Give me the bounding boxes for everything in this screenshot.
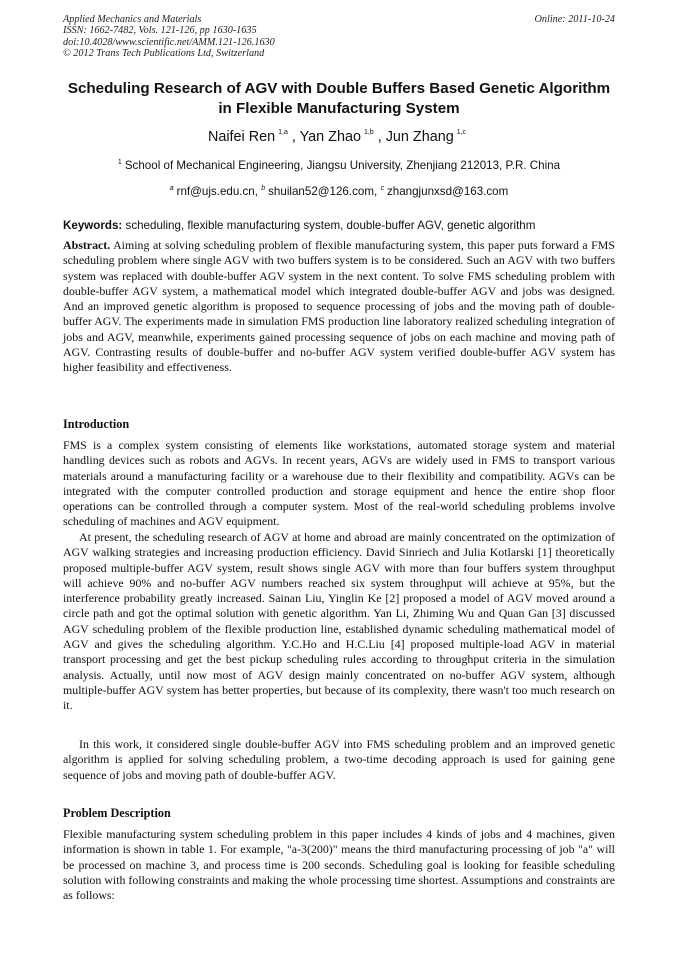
email-list (63, 181, 615, 200)
author-separator: , (291, 129, 296, 145)
author-affiliation-mark: 1,a (278, 129, 288, 136)
abstract (63, 238, 615, 376)
journal-name: Applied Mechanics and Materials (63, 14, 202, 25)
email-mark: b (261, 185, 266, 192)
copyright-line: © 2012 Trans Tech Publications Ltd, Switzerland (63, 48, 265, 60)
affiliation-mark: 1 (117, 159, 122, 166)
keywords (63, 218, 615, 233)
email-mark: a (169, 185, 174, 192)
affiliation (63, 155, 615, 174)
issn-line: ISSN: 1662-7482, Vols. 121-126, pp 1630-1635 (63, 25, 257, 37)
author-affiliation-mark: 1,c (456, 129, 467, 136)
email-mark: c (380, 185, 384, 192)
abstract-text: Aiming at solving scheduling problem of flexible manufacturing system, this paper puts forward a FMS scheduling problem where single AGV with two buffers system is to be considered. Such an AGV with two buffers system was replaced with double-buffer AGV system in the next content. To solve FMS scheduling problem with double-buffer AGV system, a mathematical model which integrated double-buffer AGV and jobs was designed. And an improved genetic algorithm is proposed to sequence processing of jobs and the moving path of double-buffer AGV. The experiments made in simulation FMS production line laboratory realized scheduling integration of jobs and AGV, meanwhile, experiments gained processing sequence of jobs on each machine and moving path of AGV. Contrasting results of double-buffer and no-buffer AGV system verified double-buffer AGV system has higher feasibility and effectiveness. (63, 238, 615, 375)
author-list (63, 123, 615, 147)
email-address[interactable]: rnf@ujs.edu.cn, (176, 185, 258, 198)
problem-paragraph: Flexible manufacturing system scheduling problem in this paper includes 4 kinds of jobs and 4 machines, given information is shown in table 1. For example, "a-3(200)" means the third manufacturing processing of job "a" will be processed on machine 3, and process time is 200 seconds. Scheduling goal is looking for feasible scheduling solution with following constraints and making the whole processing time shortest. Assumptions and constraints are as follows: (63, 827, 615, 903)
intro-paragraph-1: FMS is a complex system consisting of elements like workstations, automated storage system and material handling devices such as robots and AGVs. In recent years, AGVs are widely used in FMS to transport various materials around a manufacturing facility or a warehouse due to their flexibility and compatibility. AGVs can be integrated with the computer controlled production and storage equipment and hence the entire shop floor operations can be controlled through a computer system. Most of the real-world scheduling problems involve scheduling of machines and AGV equipment. (63, 438, 615, 529)
keywords-text: scheduling, flexible manufacturing system, double-buffer AGV, genetic algorithm (125, 219, 536, 232)
doi-line[interactable]: doi:10.4028/www.scientific.net/AMM.121-126.1630 (63, 36, 275, 48)
author-separator: , (377, 129, 382, 145)
email-address[interactable]: zhangjunxsd@163.com (386, 185, 509, 198)
keywords-label: Keywords: (63, 219, 123, 232)
intro-paragraph-2: At present, the scheduling research of AGV at home and abroad are mainly concentrated on the optimization of AGV walking strategies and increasing production efficiency. David Sinriech and Julia Kotlarski [1] theoretically proposed multiple-buffer AGV system, result shows single AGV with more than four buffers system throughput will achieve 90% and no-buffer AGV numbers reached six system throughput will achieve at 95%, but the interference probability greatly increased. Sainan Liu, Yinglin Ke [2] proposed a model of AGV moved around a circle path and got the optimal solution with genetic algorithm. Yan Li, Zhiming Wu and Quan Gan [3] discussed AGV scheduling problem of the flexible production line, established dynamic scheduling mathematical model of AGV and gives the scheduling algorithm. Y.C.Ho and H.C.Liu [4] proposed multiple-load AGV in material transport processing and get the best pickup scheduling rules according to throughput criteria in the simulation analysis. Actually, until now most of AGV design mainly concentrated on no-buffer AGV system, although multiple-buffer AGV system has better properties, but because of its complexity, there wasn't too much research on it. (63, 530, 615, 713)
section-heading-problem: Problem Description (63, 806, 171, 820)
author-name: Naifei Ren (207, 129, 276, 145)
section-heading-introduction: Introduction (63, 417, 130, 431)
author-affiliation-mark: 1,b (363, 129, 374, 136)
affiliation-text: School of Mechanical Engineering, Jiangsu University, Zhenjiang 212013, P.R. China (124, 159, 561, 172)
author-name: Yan Zhao (299, 129, 361, 145)
email-address[interactable]: shuilan52@126.com, (268, 185, 378, 198)
paper-title: Scheduling Research of AGV with Double Buffers Based Genetic Algorithm in Flexible Manufacturing System (67, 80, 611, 117)
journal-header (63, 14, 615, 60)
author-name: Jun Zhang (385, 129, 454, 145)
online-date: Online: 2011-10-24 (534, 14, 615, 25)
intro-paragraph-3: In this work, it considered single double-buffer AGV into FMS scheduling problem and an improved genetic algorithm is applied for solving scheduling problem, a two-time decoding approach is used for gaining gene sequence of jobs and moving path of double-buffer AGV. (63, 737, 615, 782)
abstract-label: Abstract. (63, 238, 111, 252)
